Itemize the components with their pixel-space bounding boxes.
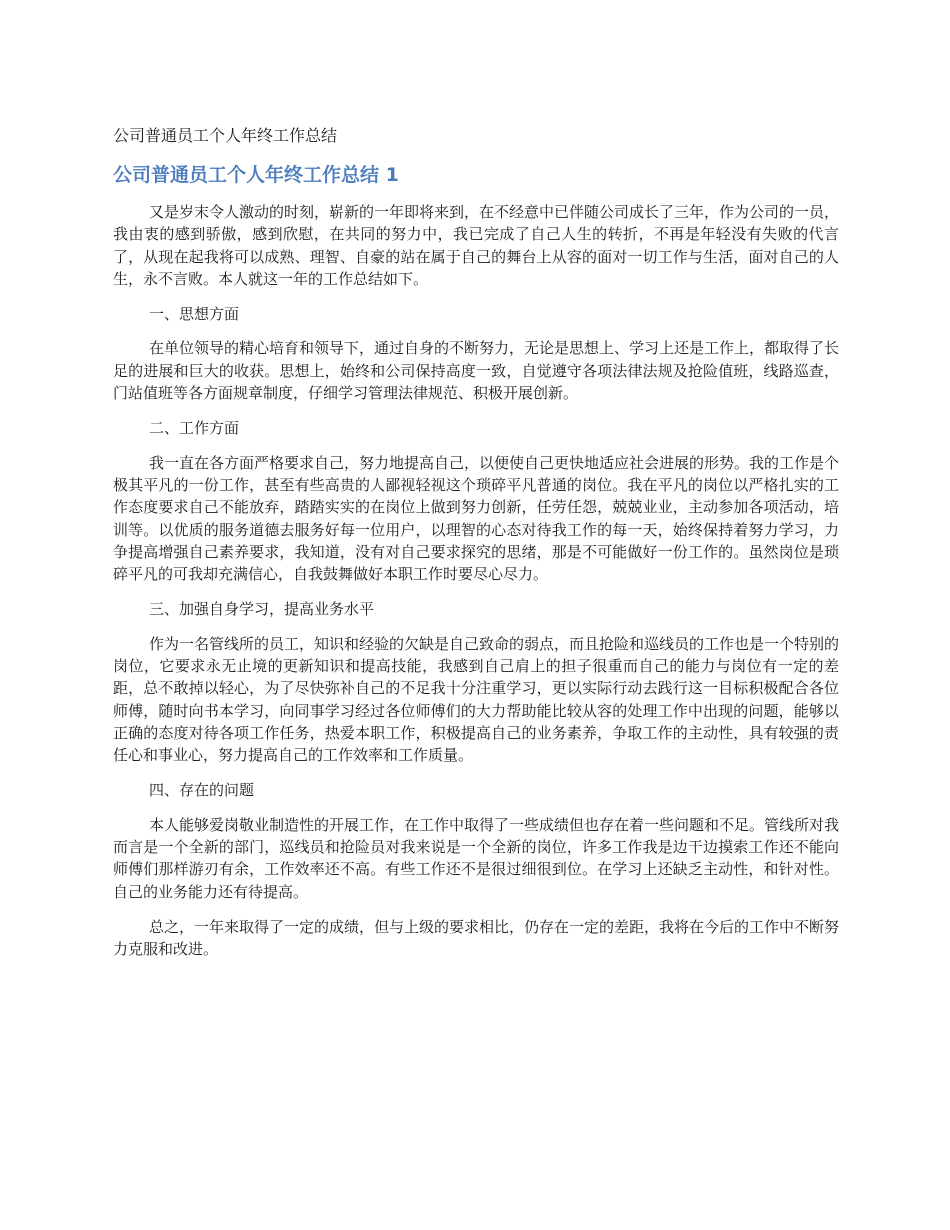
paragraph-problems: 本人能够爱岗敬业制造性的开展工作，在工作中取得了一些成绩但也存在着一些问题和不足。管线所对我而言是一个全新的部门，巡线员和抢险员对我来说是一个全新的岗位，许多工作我是边干边摸索工作还不能向师傅们那样游刃有余，工作效率还不高。有些工作还不是很过细很到位。在学习上还缺乏主动性，和针对性。自己的业务能力还有待提高。: [113, 815, 840, 901]
paragraph-conclusion: 总之，一年来取得了一定的成绩，但与上级的要求相比，仍存在一定的差距，我将在今后的工作中不断努力克服和改进。: [113, 917, 840, 958]
paragraph-intro: 又是岁末令人激动的时刻，崭新的一年即将来到，在不经意中已伴随公司成长了三年，作为公司的一员，我由衷的感到骄傲，感到欣慰，在共同的努力中，我已完成了自己人生的转折，不再是年轻没有失败的代言了，从现在起我将可以成熟、理智、自豪的站在属于自己的舞台上从容的面对一切工作与生活，面对自己的人生，永不言败。本人就这一年的工作总结如下。: [113, 203, 840, 288]
subheading-work: 二、工作方面: [149, 418, 240, 437]
paragraph-thought: 在单位领导的精心培育和领导下，通过自身的不断努力，无论是思想上、学习上还是工作上，都取得了长足的进展和巨大的收获。思想上，始终和公司保持高度一致，自觉遵守各项法律法规及抢险值班，线路巡查，门站值班等各方面规章制度，仔细学习管理法律规范、积极开展创新。: [113, 339, 840, 403]
subheading-study: 三、加强自身学习，提高业务水平: [149, 599, 375, 618]
paragraph-study: 作为一名管线所的员工，知识和经验的欠缺是自己致命的弱点，而且抢险和巡线员的工作也是一个特别的岗位，它要求永无止境的更新知识和提高技能，我感到自己肩上的担子很重而自己的能力与岗位有一定的差距，总不敢掉以轻心，为了尽快弥补自己的不足我十分注重学习，更以实际行动去践行这一目标积极配合各位师傅，随时向书本学习，向同事学习经过各位师傅们的大力帮助能比较从容的处理工作中出现的问题，能够以正确的态度对待各项工作任务，热爱本职工作，积极提高自己的业务素养，争取工作的主动性，具有较强的责任心和事业心，努力提高自己的工作效率和工作质量。: [113, 634, 840, 765]
paragraph-work: 我一直在各方面严格要求自己，努力地提高自己，以便使自己更快地适应社会进展的形势。我的工作是个极其平凡的一份工作，甚至有些高贵的人鄙视轻视这个琐碎平凡普通的岗位。我在平凡的岗位以严格扎实的工作态度要求自己不能放弃，踏踏实实的在岗位上做到努力创新，任劳任怨，兢兢业业，主动参加各项活动，培训等。以优质的服务道德去服务好每一位用户，以理智的心态对待我工作的每一天，始终保持着努力学习，力争提高增强自己素养要求，我知道，没有对自己要求探究的思绪，那是不可能做好一份工作的。虽然岗位是琐碎平凡的可我却充满信心，自我鼓舞做好本职工作时要尽心尽力。: [113, 453, 840, 584]
document-title: 公司普通员工个人年终工作总结: [113, 126, 338, 145]
subheading-problems: 四、存在的问题: [149, 781, 255, 800]
document-page: [113, 124, 839, 973]
section-heading: 公司普通员工个人年终工作总结 1: [113, 164, 399, 186]
subheading-thought: 一、思想方面: [149, 304, 240, 323]
